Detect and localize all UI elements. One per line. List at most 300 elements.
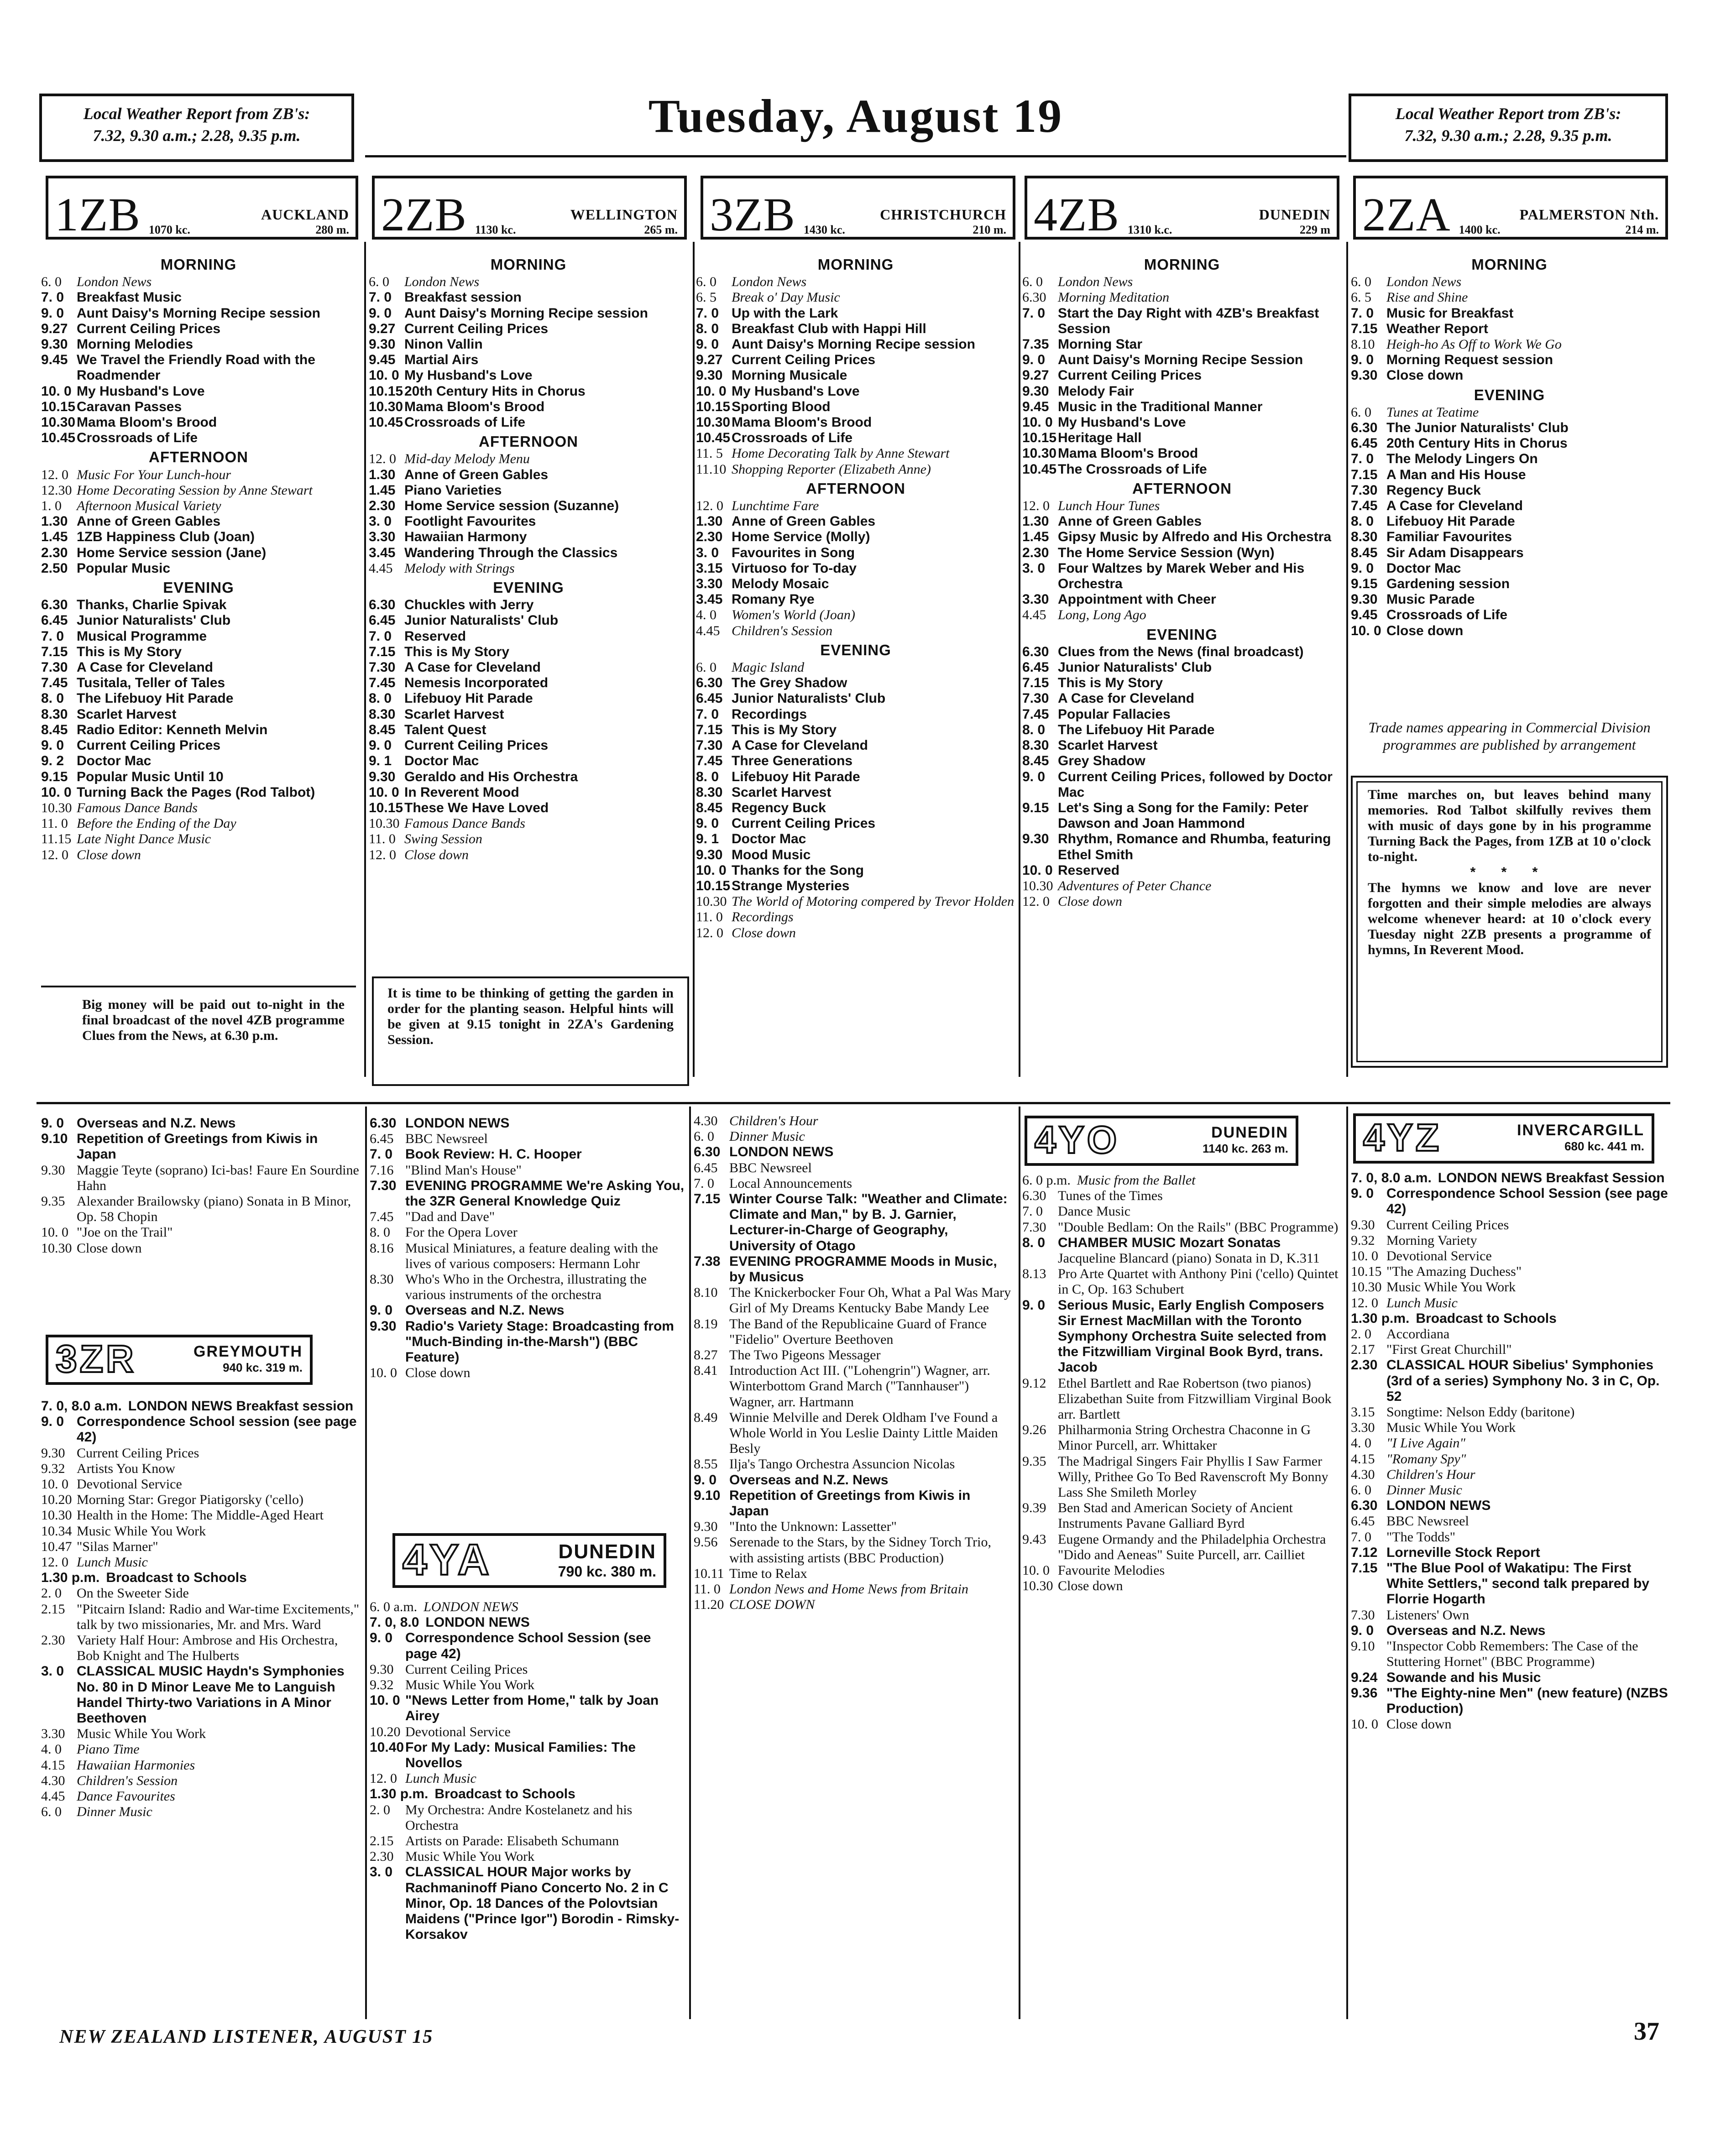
programme-time: 11. 0 xyxy=(41,816,68,831)
programme-item xyxy=(41,847,356,863)
programme-item xyxy=(694,1254,1013,1285)
programme-item xyxy=(41,644,356,660)
programme-item xyxy=(41,1773,361,1789)
weather-left-line2: 7.32, 9.30 a.m.; 2.28, 9.35 p.m. xyxy=(93,126,301,145)
programme-time: 9.30 xyxy=(694,1519,718,1535)
programme-time: 9.35 xyxy=(1022,1453,1046,1469)
programme-title: Reserved xyxy=(1058,862,1120,878)
programme-item xyxy=(1351,1561,1670,1608)
programme-title: Tunes at Teatime xyxy=(1386,404,1479,420)
programme-item xyxy=(369,629,688,644)
programme-item xyxy=(1022,675,1342,691)
frequency: 1430 kc. xyxy=(803,223,845,236)
programme-title: Overseas and N.Z. News xyxy=(729,1472,889,1488)
programme-time: 10.34 xyxy=(41,1523,72,1539)
programme-time: 8.55 xyxy=(694,1456,718,1472)
programme-time: 12. 0 xyxy=(696,498,723,514)
programme-time: 11. 0 xyxy=(694,1582,721,1597)
programme-item xyxy=(1351,514,1668,529)
programme-time: 12. 0 xyxy=(41,847,68,862)
programme-time: 10.40 xyxy=(370,1739,404,1755)
programme-item xyxy=(694,1285,1013,1316)
programme-title: Wandering Through the Classics xyxy=(404,545,618,560)
programme-item xyxy=(370,1662,685,1677)
programme-title: Clues from the News (final broadcast) xyxy=(1058,644,1304,659)
programme-item xyxy=(696,514,1015,529)
programme-time: 7. 0 xyxy=(369,290,392,305)
programme-item xyxy=(370,1615,685,1630)
programme-time: 3. 0 xyxy=(696,545,719,560)
programme-item xyxy=(696,769,1015,785)
programme-title: Winnie Melville and Derek Oldham I've Found a Whole World in You Leslie Dainty Little Maiden Besly xyxy=(729,1409,998,1456)
programme-title: Recordings xyxy=(732,909,794,925)
programme-item xyxy=(1022,1173,1342,1188)
programme-item xyxy=(1022,1298,1342,1376)
programme-title: Tunes of the Times xyxy=(1058,1188,1163,1204)
programme-title: Close down xyxy=(1386,368,1464,383)
programme-title: Piano Time xyxy=(77,1742,140,1757)
programme-item xyxy=(41,1477,361,1492)
programme-time: 8.30 xyxy=(41,706,68,722)
programme-title: For the Opera Lover xyxy=(405,1225,518,1240)
programme-time: 7. 0 xyxy=(1022,1204,1043,1219)
programme-title: We Travel the Friendly Road with the Roadmender xyxy=(77,352,315,383)
programme-time: 9.27 xyxy=(1022,368,1049,383)
programme-title: Music While You Work xyxy=(77,1523,206,1539)
frequency: 1130 kc. xyxy=(475,223,516,236)
programme-title: "The Amazing Duchess" xyxy=(1386,1264,1522,1279)
programme-item xyxy=(1022,337,1342,352)
programme-item xyxy=(1351,1436,1670,1451)
programme-item xyxy=(696,847,1015,863)
programme-title: Familiar Favourites xyxy=(1386,529,1512,545)
programme-time: 9. 2 xyxy=(41,753,64,769)
programme-time: 9.26 xyxy=(1022,1422,1046,1438)
programme-item xyxy=(1022,894,1342,909)
programme-item xyxy=(694,1160,1013,1176)
programme-item xyxy=(41,1461,361,1477)
programme-title: Breakfast Club with Happi Hill xyxy=(732,321,926,336)
programme-title: Thanks for the Song xyxy=(732,862,864,878)
programme-time: 7.38 xyxy=(694,1253,721,1269)
programme-title: Close down xyxy=(1058,1578,1123,1594)
programme-title: "Dad and Dave" xyxy=(405,1209,495,1225)
programme-title: Junior Naturalists' Club xyxy=(404,613,559,628)
programme-title: Listeners' Own xyxy=(1386,1607,1470,1623)
programme-title: Children's Hour xyxy=(1386,1467,1475,1482)
programme-item xyxy=(41,660,356,675)
programme-item xyxy=(696,592,1015,607)
programme-time: 12.30 xyxy=(41,482,72,498)
programme-title: Music in the Traditional Manner xyxy=(1058,399,1263,414)
programme-time: 7.16 xyxy=(370,1162,394,1178)
programme-title: Dance Favourites xyxy=(77,1789,175,1804)
programme-time: 7. 0, 8.0 a.m. xyxy=(1351,1170,1432,1185)
note-2zb: It is time to be thinking of getting the garden in order for the planting season. Helpful hints will be given at 9.15 tonight in 2ZA's Gardening Session. xyxy=(387,986,674,1047)
programme-time: 3. 0 xyxy=(370,1864,393,1880)
programme-time: 9. 0 xyxy=(41,738,64,753)
programme-item xyxy=(1022,415,1342,430)
programme-time: 6.45 xyxy=(1351,436,1378,451)
programme-time: 9.30 xyxy=(1351,368,1378,383)
programme-title: Eugene Ormandy and the Philadelphia Orchestra "Dido and Aeneas" Suite Purcell, arr. Cailliet xyxy=(1058,1531,1326,1562)
programme-title: Talent Quest xyxy=(404,722,486,737)
programme-item xyxy=(41,1586,361,1601)
page-title: Tuesday, August 19 xyxy=(648,90,1063,142)
programme-title: Pro Arte Quartet with Anthony Pini ('cello) Quintet in C, Op. 163 Schubert xyxy=(1058,1266,1339,1297)
programme-title: The Crossroads of Life xyxy=(1058,461,1207,477)
programme-item xyxy=(696,753,1015,769)
programme-time: 7.15 xyxy=(696,722,723,737)
programme-item xyxy=(1351,274,1668,290)
programme-title: Introduction Act III. ("Lohengrin") Wagner, arr. Winterbottom Grand March ("Tannhauser") Wagner, arr. Hartmann xyxy=(729,1363,990,1409)
section-heading: AFTERNOON xyxy=(806,480,905,497)
schedule-continued-1 xyxy=(41,1116,361,1256)
programme-title: Aunt Daisy's Morning Recipe session xyxy=(77,305,320,321)
programme-time: 8.10 xyxy=(694,1285,718,1300)
programme-title: Dance Music xyxy=(1058,1204,1131,1219)
programme-title: Home Decorating Session by Anne Stewart xyxy=(77,482,313,498)
programme-title: Lifebuoy Hit Parade xyxy=(404,691,533,706)
programme-time: 8.13 xyxy=(1022,1266,1046,1282)
programme-title: Home Service session (Jane) xyxy=(77,545,267,560)
programme-title: Lunch Hour Tunes xyxy=(1058,498,1160,514)
programme-title: A Case for Cleveland xyxy=(732,738,868,753)
programme-time: 10.30 xyxy=(369,816,400,831)
programme-title: Sowande and his Music xyxy=(1386,1670,1541,1685)
programme-item xyxy=(1022,878,1342,894)
programme-item xyxy=(41,753,356,769)
programme-title: Current Ceiling Prices xyxy=(732,816,876,831)
programme-title: Morning Musicale xyxy=(732,368,847,383)
programme-time: 10. 0 xyxy=(41,784,72,800)
programme-item xyxy=(1351,1483,1670,1498)
programme-time: 10. 0 xyxy=(696,383,727,399)
programme-title: Nemesis Incorporated xyxy=(404,675,549,691)
weather-box-left xyxy=(39,94,354,162)
programme-title: Broadcast to Schools xyxy=(434,1786,575,1802)
programme-item xyxy=(41,467,356,483)
programme-title: Lifebuoy Hit Parade xyxy=(1386,514,1515,529)
programme-item xyxy=(1022,1578,1342,1594)
programme-item xyxy=(1022,1500,1342,1531)
programme-item xyxy=(1022,430,1342,446)
programme-time: 6.30 xyxy=(369,597,396,613)
programme-title: LONDON NEWS xyxy=(405,1116,510,1131)
programme-item xyxy=(41,1789,361,1804)
section-heading: EVENING xyxy=(820,641,891,658)
programme-item xyxy=(370,1131,685,1147)
programme-time: 3.15 xyxy=(1351,1404,1375,1420)
programme-item xyxy=(696,816,1015,831)
programme-item xyxy=(370,1740,685,1771)
programme-item xyxy=(1022,545,1342,561)
programme-item xyxy=(1351,498,1668,514)
weather-right-line1: Local Weather Report trom ZB's: xyxy=(1395,104,1621,123)
programme-title: Aunt Daisy's Morning Recipe Session xyxy=(1058,352,1303,368)
programme-item xyxy=(41,1131,361,1162)
programme-title: CLOSE DOWN xyxy=(729,1597,815,1613)
programme-time: 7.15 xyxy=(1351,321,1378,336)
programme-title: CHAMBER MUSIC Mozart Sonatas xyxy=(1058,1235,1281,1250)
column-rule xyxy=(1346,1107,1348,2019)
programme-item xyxy=(1351,1357,1670,1404)
programme-time: 8.30 xyxy=(1351,529,1378,545)
programme-time: 6. 0 xyxy=(41,274,62,290)
programme-time: 6. 0 xyxy=(696,274,716,290)
programme-time: 8.41 xyxy=(694,1363,718,1378)
programme-title: Famous Dance Bands xyxy=(77,800,198,815)
programme-time: 4. 0 xyxy=(41,1742,62,1757)
programme-title: Gipsy Music by Alfredo and His Orchestra xyxy=(1058,529,1332,545)
programme-item xyxy=(370,1724,685,1740)
trade-names-note: Trade names appearing in Commercial Division programmes are published by arrangement xyxy=(1368,719,1651,753)
programme-title: London News and Home News from Britain xyxy=(729,1582,968,1597)
programme-item xyxy=(694,1144,1013,1160)
programme-time: 8.30 xyxy=(696,784,723,800)
programme-time: 10.30 xyxy=(41,1508,72,1523)
callsign: 2ZA xyxy=(1362,188,1451,241)
programme-time: 8.45 xyxy=(41,722,68,737)
programme-title: Home Service (Molly) xyxy=(732,529,870,545)
feature-talbot: Time marches on, but leaves behind many memories. Rod Talbot skilfully revives them with music of days gone by in his programme Turning Back the Pages, from 1ZB at 10 o'clock to-night. xyxy=(1368,787,1651,864)
programme-title: This is My Story xyxy=(77,644,182,659)
programme-item xyxy=(1351,1342,1670,1357)
programme-item xyxy=(696,707,1015,722)
programme-title: Devotional Service xyxy=(405,1724,511,1739)
programme-item xyxy=(696,785,1015,800)
programme-title: On the Sweeter Side xyxy=(77,1586,189,1601)
programme-title: Before the Ending of the Day xyxy=(77,816,236,831)
programme-item xyxy=(1022,691,1342,706)
programme-time: 2.30 xyxy=(41,1633,65,1648)
programme-time: 11.20 xyxy=(694,1597,724,1613)
programme-time: 10. 0 xyxy=(41,1225,68,1240)
programme-title: Dinner Music xyxy=(77,1804,152,1820)
programme-title: Tusitala, Teller of Tales xyxy=(77,675,225,691)
programme-time: 10.15 xyxy=(1351,1264,1382,1279)
programme-time: 1.30 xyxy=(696,514,723,529)
programme-time: 6.45 xyxy=(370,1131,394,1147)
programme-title: Current Ceiling Prices xyxy=(77,738,221,753)
programme-item xyxy=(1022,769,1342,800)
programme-title: Close down xyxy=(732,925,796,940)
programme-item xyxy=(370,1771,685,1786)
programme-time: 9.27 xyxy=(369,321,396,336)
programme-time: 7. 0 xyxy=(370,1147,393,1162)
programme-title: "First Great Churchill" xyxy=(1386,1342,1512,1357)
callsign: 4YO xyxy=(1035,1118,1120,1161)
programme-item xyxy=(1351,321,1668,337)
programme-item xyxy=(369,415,688,430)
programme-title: My Husband's Love xyxy=(404,368,533,383)
programme-item xyxy=(41,399,356,415)
programme-time: 11. 0 xyxy=(696,909,723,925)
programme-item xyxy=(1022,707,1342,722)
programme-title: Close down xyxy=(1386,623,1464,638)
programme-title: "The Eighty-nine Men" (new feature) (NZBS Production) xyxy=(1386,1685,1668,1716)
programme-item xyxy=(41,1570,361,1586)
programme-item xyxy=(1351,1264,1670,1279)
programme-time: 10.30 xyxy=(696,415,731,430)
programme-title: Mama Bloom's Brood xyxy=(77,415,217,430)
programme-item xyxy=(369,483,688,498)
programme-item xyxy=(1351,607,1668,623)
programme-title: Winter Course Talk: "Weather and Climate: Climate and Man," by B. J. Garnier, Lecturer-in-Charge of Geography, University of Otago xyxy=(729,1191,1008,1253)
programme-title: Mood Music xyxy=(732,847,811,862)
programme-time: 10.15 xyxy=(369,383,403,399)
schedule-4zb xyxy=(1022,253,1342,909)
programme-title: Current Ceiling Prices xyxy=(404,738,549,753)
callsign: 2ZB xyxy=(381,188,467,241)
programme-item xyxy=(370,1163,685,1178)
programme-time: 10. 0 xyxy=(370,1365,397,1381)
programme-title: "Into the Unknown: Lassetter" xyxy=(729,1519,897,1535)
programme-item xyxy=(370,1209,685,1225)
programme-time: 9.30 xyxy=(696,847,723,862)
programme-item xyxy=(1022,738,1342,753)
programme-title: Music While You Work xyxy=(1386,1420,1516,1436)
programme-item xyxy=(696,384,1015,399)
programme-item xyxy=(1022,592,1342,607)
programme-item xyxy=(694,1316,1013,1347)
city: WELLINGTON xyxy=(570,206,678,223)
programme-time: 7. 0 xyxy=(694,1175,714,1191)
programme-time: 10.45 xyxy=(369,415,403,430)
programme-time: 10. 0 xyxy=(1351,1717,1378,1732)
frequency: 1140 kc. 263 m. xyxy=(1203,1142,1288,1155)
programme-item xyxy=(1351,576,1668,592)
programme-time: 9. 0 xyxy=(41,1116,64,1131)
programme-time: 4.30 xyxy=(41,1773,65,1788)
programme-item xyxy=(369,675,688,691)
programme-item xyxy=(41,1539,361,1555)
programme-time: 12. 0 xyxy=(41,1555,68,1570)
programme-time: 2.30 xyxy=(41,545,68,560)
programme-time: 10.45 xyxy=(696,430,731,446)
programme-time: 9.45 xyxy=(369,352,396,368)
programme-title: The Two Pigeons Messager xyxy=(729,1347,881,1363)
programme-title: EVENING PROGRAMME Moods in Music, by Musicus xyxy=(729,1253,997,1285)
schedule-2zb xyxy=(369,253,688,863)
programme-title: Overseas and N.Z. News xyxy=(77,1116,236,1131)
programme-item xyxy=(696,675,1015,691)
programme-time: 6.30 xyxy=(694,1144,721,1160)
schedule-3zb xyxy=(696,253,1015,941)
programme-item xyxy=(369,529,688,545)
note-rule xyxy=(41,986,356,987)
city: INVERCARGILL xyxy=(1517,1122,1644,1139)
column-rule xyxy=(693,242,695,1077)
schedule-3zr xyxy=(41,1399,361,1820)
programme-time: 6. 0 xyxy=(369,274,389,290)
programme-item xyxy=(696,306,1015,321)
programme-time: 8.45 xyxy=(1022,753,1049,769)
programme-time: 3.30 xyxy=(1022,592,1049,607)
programme-time: 7. 0 xyxy=(1351,305,1374,321)
programme-title: Current Ceiling Prices, followed by Doctor Mac xyxy=(1058,769,1333,800)
programme-title: Grey Shadow xyxy=(1058,753,1145,769)
programme-title: Favourites in Song xyxy=(732,545,855,560)
programme-item xyxy=(696,290,1015,305)
programme-item xyxy=(369,399,688,415)
programme-time: 7. 0 xyxy=(369,628,392,644)
programme-title: "Silas Marner" xyxy=(77,1539,158,1554)
programme-time: 10. 0 xyxy=(696,862,727,878)
programme-item xyxy=(694,1472,1013,1488)
programme-time: 9.32 xyxy=(370,1677,394,1693)
programme-item xyxy=(369,660,688,675)
programme-title: Current Ceiling Prices xyxy=(1386,1217,1509,1232)
programme-title: Accordiana xyxy=(1386,1326,1450,1342)
programme-title: Mama Bloom's Brood xyxy=(732,415,872,430)
programme-title: Three Generations xyxy=(732,753,853,769)
programme-item xyxy=(1022,1563,1342,1578)
programme-title: Turning Back the Pages (Rod Talbot) xyxy=(77,784,315,800)
programme-item xyxy=(369,561,688,576)
programme-item xyxy=(369,384,688,399)
programme-item xyxy=(370,1272,685,1303)
column-rule xyxy=(1346,242,1348,1077)
programme-time: 7.45 xyxy=(1022,706,1049,722)
programme-item xyxy=(1351,1498,1670,1514)
programme-title: Scarlet Harvest xyxy=(404,706,504,722)
programme-title: This is My Story xyxy=(732,722,837,737)
programme-title: Music For Your Lunch-hour xyxy=(77,467,231,482)
programme-title: Popular Music xyxy=(77,560,171,576)
programme-title: Hawaiian Harmonies xyxy=(77,1757,195,1773)
programme-time: 6.45 xyxy=(696,691,723,706)
programme-time: 6. 0 xyxy=(1022,274,1043,290)
programme-time: 9. 0 xyxy=(369,305,392,321)
programme-time: 1.30 xyxy=(369,467,396,482)
programme-item xyxy=(696,545,1015,561)
city: DUNEDIN xyxy=(1259,206,1330,223)
programme-title: Melody Fair xyxy=(1058,383,1134,399)
programme-title: EVENING PROGRAMME We're Asking You, the 3ZR General Knowledge Quiz xyxy=(405,1178,685,1209)
programme-title: "Double Bedlam: On the Rails" (BBC Programme) xyxy=(1058,1219,1339,1235)
programme-time: 9.30 xyxy=(1022,383,1049,399)
programme-time: 3. 0 xyxy=(369,514,392,529)
programme-time: 7.15 xyxy=(694,1191,721,1207)
programme-item xyxy=(696,722,1015,738)
programme-title: Radio's Variety Stage: Broadcasting from "Much-Binding in-the-Marsh") (BBC Feature) xyxy=(405,1318,674,1365)
programme-title: CLASSICAL MUSIC Haydn's Symphonies No. 80 in D Minor Leave Me to Languish Handel Thirty-two Variations in A Minor Beethoven xyxy=(77,1664,345,1726)
programme-item xyxy=(694,1191,1013,1254)
programme-title: Lorneville Stock Report xyxy=(1386,1545,1540,1560)
programme-item xyxy=(41,352,356,383)
schedule-4yz xyxy=(1351,1170,1670,1732)
programme-item xyxy=(41,597,356,613)
callsign: 1ZB xyxy=(55,188,141,241)
programme-title: Jacqueline Blancard (piano) Sonata in D, K.311 xyxy=(1058,1251,1320,1266)
programme-item xyxy=(1022,1376,1342,1423)
programme-time: 7.45 xyxy=(696,753,723,769)
programme-item xyxy=(369,738,688,753)
schedule-2za xyxy=(1351,253,1668,639)
programme-time: 1.45 xyxy=(369,482,396,498)
programme-title: These We Have Loved xyxy=(404,800,549,815)
programme-time: 10.15 xyxy=(696,878,731,893)
programme-item xyxy=(1351,467,1668,483)
programme-title: Afternoon Musical Variety xyxy=(77,498,221,514)
programme-item xyxy=(1351,368,1668,383)
station-header-1zb xyxy=(46,176,358,240)
programme-time: 6. 0 xyxy=(1351,274,1371,290)
programme-title: Reserved xyxy=(404,628,466,644)
programme-title: Philharmonia String Orchestra Chaconne in G Minor Purcell, arr. Whittaker xyxy=(1058,1422,1311,1453)
programme-title: Dinner Music xyxy=(1386,1483,1462,1498)
